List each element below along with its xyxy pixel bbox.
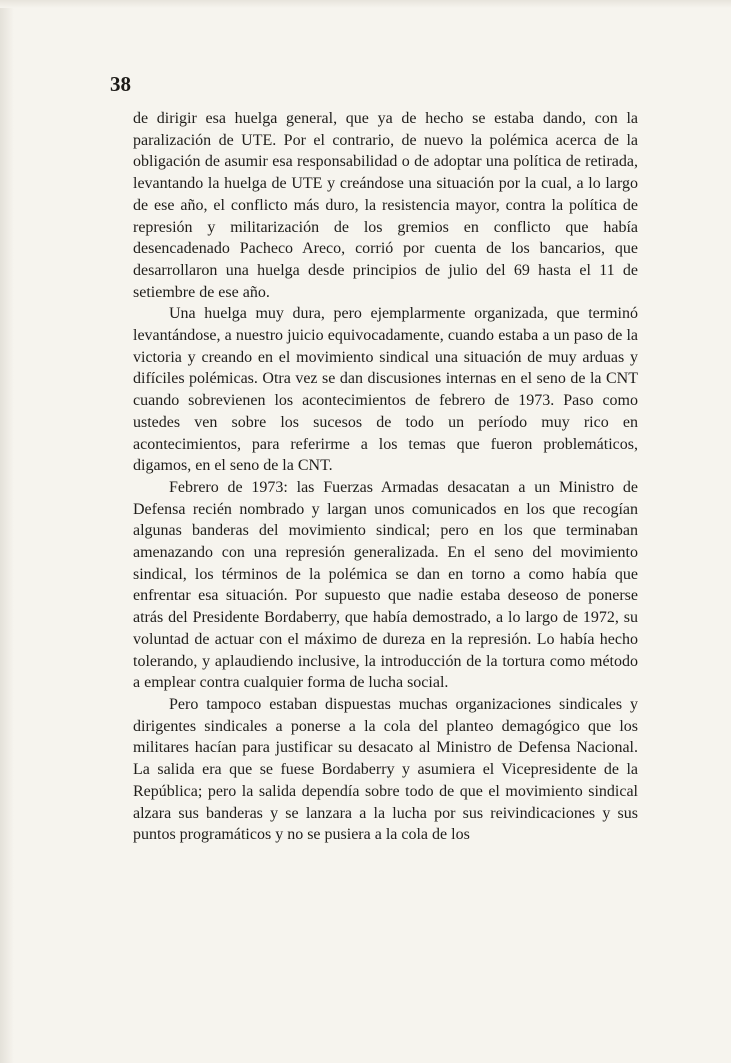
page-number: 38 [110,72,131,96]
page-top-shadow [0,0,731,8]
paragraph-1: de dirigir esa huelga general, que ya de hecho se estaba dando, con la paralización de UTE. Por el contrario, de nuevo la polémica acerca de la obligación de asumir esa responsabilidad o de adoptar una política de retirada, levantando la huelga de UTE y creándose una situación por la cual, a lo largo de ese año, el conflicto más duro, la resistencia mayor, contra la política de represión y militarización de los gremios en conflicto que había desencadenado Pacheco Areco, corrió por cuenta de los bancarios, que desarrollaron una huelga desde principios de julio del 69 hasta el 11 de setiembre de ese año. [133,110,638,301]
paragraph-2: Una huelga muy dura, pero ejemplarmente organizada, que terminó levantándose, a nuestro juicio equivocadamente, cuando estaba a un paso de la victoria y creando en el movimiento sindical una situación de muy arduas y difíciles polémicas. Otra vez se dan discusiones internas en el seno de la CNT cuando sobrevienen los acontecimientos de febrero de 1973. Paso como ustedes ven sobre los sucesos de todo un período muy rico en acontecimientos, para referirme a los temas que fueron problemáticos, digamos, en el seno de la CNT. [133,305,638,475]
page-edge-shadow [0,0,14,1063]
paragraph-3: Febrero de 1973: las Fuerzas Armadas desacatan a un Ministro de Defensa recién nombrado y largan unos comunicados en los que recogían algunas banderas del movimiento sindical; pero en los que terminaban amenazando con una represión generalizada. En el seno del movimiento sindical, los términos de la polémica se dan en torno a como había que enfrentar esa situación. Por supuesto que nadie estaba deseoso de ponerse atrás del Presidente Bordaberry, que había demostrado, a lo largo de 1972, su voluntad de actuar con el máximo de dureza en la represión. Lo había hecho tolerando, y aplaudiendo inclusive, la introducción de la tortura como método a emplear contra cualquier forma de lucha social. [133,478,638,692]
body-text [133,108,638,846]
paragraph-4: Pero tampoco estaban dispuestas muchas organizaciones sindicales y dirigentes sindicales a ponerse a la cola del planteo demagógico que los militares hacían para justificar su desacato al Ministro de Defensa Nacional. La salida era que se fuese Bordaberry y asumiera el Vicepresidente de la República; pero la salida dependía sobre todo de que el movimiento sindical alzara sus banderas y se lanzara a la lucha por sus reivindicaciones y sus puntos programáticos y no se pusiera a la cola de los [133,695,638,844]
